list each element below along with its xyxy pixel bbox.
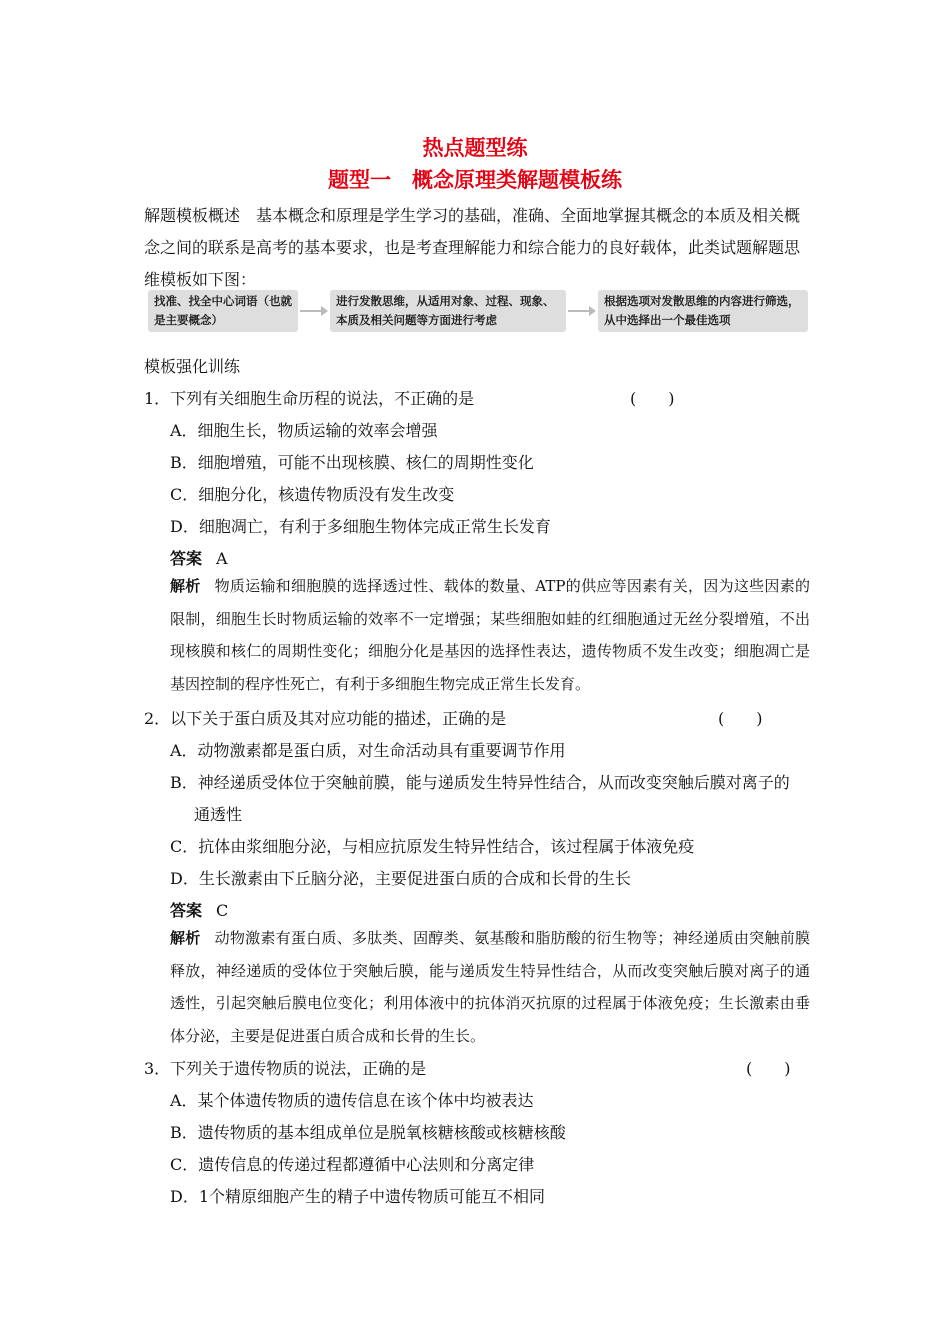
option-a: A．动物激素都是蛋白质，对生命活动具有重要调节作用	[170, 741, 566, 760]
answer-line	[170, 546, 228, 569]
flow-step-3: 根据选项对发散思维的内容进行筛选，从中选择出一个最佳选项	[598, 290, 808, 332]
option-d: D．生长激素由下丘脑分泌，主要促进蛋白质的合成和长骨的生长	[170, 869, 631, 888]
analysis-paragraph	[170, 570, 810, 700]
answer-label: 答案	[170, 901, 203, 920]
option-c: C．细胞分化，核遗传物质没有发生改变	[170, 485, 455, 504]
question-stem: 1．下列有关细胞生命历程的说法，不正确的是	[144, 389, 475, 408]
section-heading: 模板强化训练	[144, 357, 241, 376]
answer-label: 答案	[170, 549, 203, 568]
option-a: A．细胞生长，物质运输的效率会增强	[170, 421, 438, 440]
option-b-continued: 通透性	[194, 805, 243, 824]
answer-blank: ( )	[630, 389, 675, 408]
option-d: D．1个精原细胞产生的精子中遗传物质可能互不相同	[170, 1187, 546, 1206]
question-stem: 2．以下关于蛋白质及其对应功能的描述，正确的是	[144, 709, 507, 728]
option-b: B．细胞增殖，可能不出现核膜、核仁的周期性变化	[170, 453, 534, 472]
answer-value: C	[216, 901, 229, 920]
answer-value: A	[216, 549, 228, 568]
answer-blank: ( )	[718, 709, 763, 728]
analysis-label: 解析	[170, 929, 201, 947]
option-a: A．某个体遗传物质的遗传信息在该个体中均被表达	[170, 1091, 534, 1110]
question-stem: 3．下列关于遗传物质的说法，正确的是	[144, 1059, 427, 1078]
analysis-paragraph	[170, 922, 810, 1052]
thinking-template-flowchart	[144, 290, 812, 334]
option-c: C．抗体由浆细胞分泌，与相应抗原发生特异性结合，该过程属于体液免疫	[170, 837, 695, 856]
option-c: C．遗传信息的传递过程都遵循中心法则和分离定律	[170, 1155, 535, 1174]
analysis-text: 动物激素有蛋白质、多肽类、固醇类、氨基酸和脂肪酸的衍生物等；神经递质由突触前膜释放，神经递质的受体位于突触后膜，能与递质发生特异性结合，从而改变突触后膜对离子的通透性，引起突触后膜电位变化；利用体液中的抗体消灭抗原的过程属于体液免疫；生长激素由垂体分泌，主要是促进蛋白质合成和长骨的生长。	[170, 929, 810, 1045]
page-title: 热点题型练	[422, 136, 528, 160]
analysis-text: 物质运输和细胞膜的选择透过性、载体的数量、ATP的供应等因素有关，因为这些因素的限制，细胞生长时物质运输的效率不一定增强；某些细胞如蛙的红细胞通过无丝分裂增殖，不出现核膜和核仁的周期性变化；细胞分化是基因的选择性表达，遗传物质不发生改变；细胞凋亡是基因控制的程序性死亡，有利于多细胞生物完成正常生长发育。	[170, 577, 810, 693]
flow-arrow-icon	[568, 310, 594, 312]
option-b: B．遗传物质的基本组成单位是脱氧核糖核酸或核糖核酸	[170, 1123, 566, 1142]
flow-step-2: 进行发散思维，从适用对象、过程、现象、本质及相关问题等方面进行考虑	[330, 290, 566, 332]
answer-blank: ( )	[746, 1059, 791, 1078]
analysis-label: 解析	[170, 577, 201, 595]
page-subtitle: 题型一 概念原理类解题模板练	[328, 168, 622, 192]
flow-arrow-icon	[300, 310, 326, 312]
option-d: D．细胞凋亡，有利于多细胞生物体完成正常生长发育	[170, 517, 551, 536]
flow-step-1: 找准、找全中心词语（也就是主要概念）	[148, 290, 298, 332]
answer-line	[170, 898, 228, 921]
intro-paragraph: 解题模板概述 基本概念和原理是学生学习的基础，准确、全面地掌握其概念的本质及相关概念之间的联系是高考的基本要求，也是考查理解能力和综合能力的良好载体，此类试题解题思维模板如下图：	[144, 206, 801, 289]
option-b: B．神经递质受体位于突触前膜，能与递质发生特异性结合，从而改变突触后膜对离子的	[170, 773, 790, 792]
